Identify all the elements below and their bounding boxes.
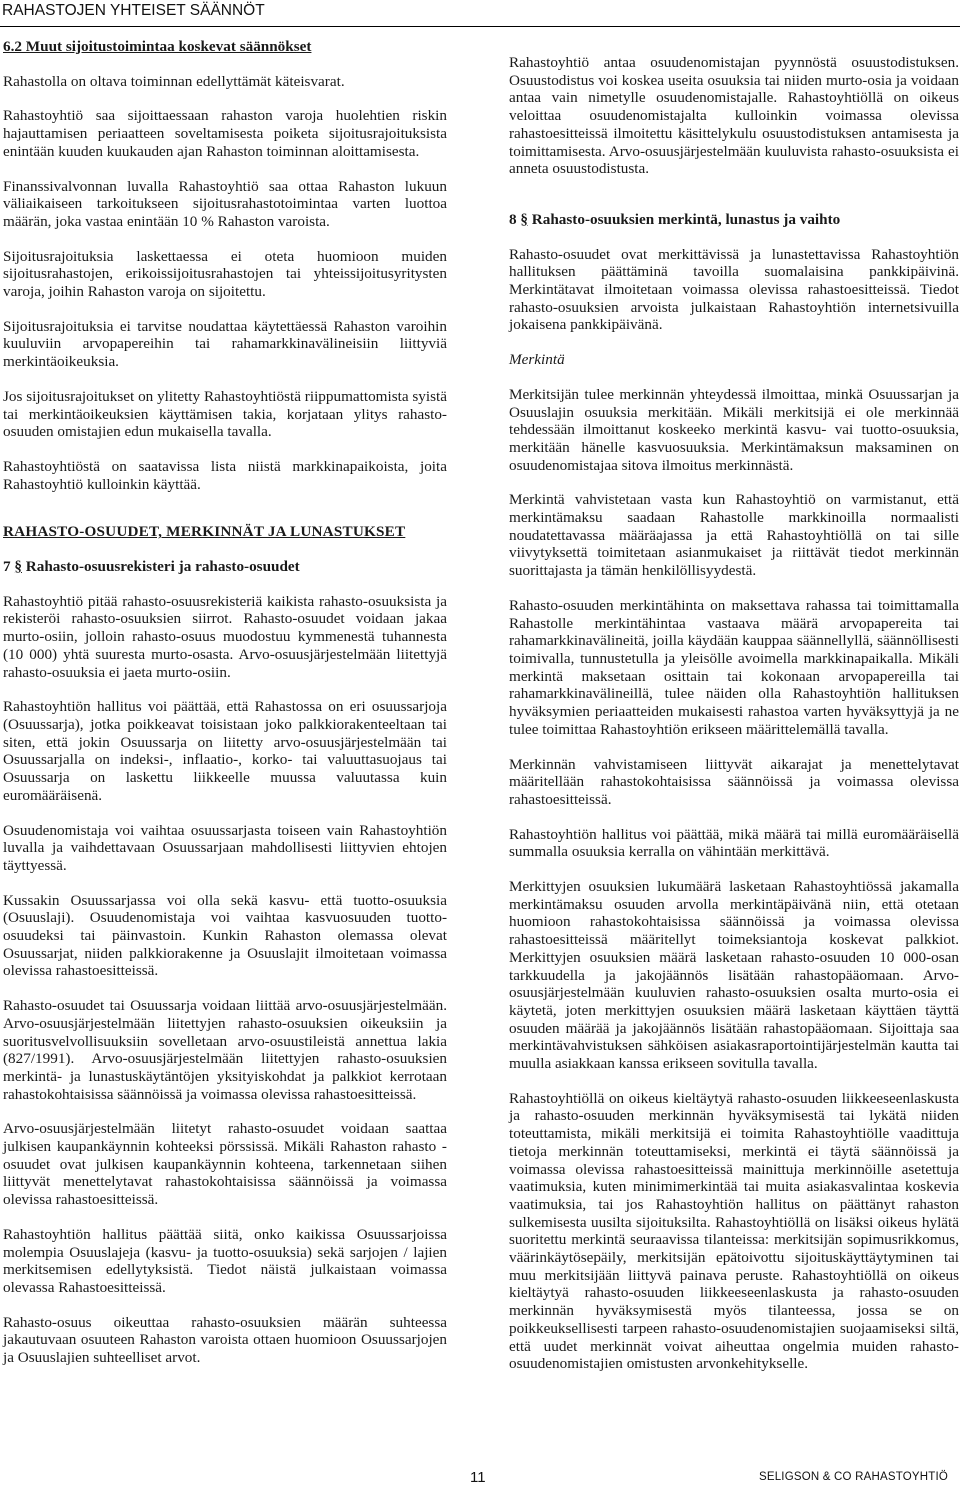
- header-title: RAHASTOJEN YHTEISET SÄÄNNÖT: [2, 2, 265, 19]
- paragraph: Rahastoyhtiö pitää rahasto-osuusrekisteriä kaikista rahasto-osuuksista ja rekisteröi rahasto-osuuksien siirrot. Rahasto-osuudet voidaan jakaa murto-osiin, jolloin rahasto-osuus muodostuu kymmenestä tuhannesta (10 000) yhtä suuresta murto-osasta. Arvo-osuusjärjestelmään liitettyjä rahasto-osuuksia ei jaeta murto-osiin.: [3, 592, 447, 681]
- section-heading-8: [509, 211, 959, 229]
- right-column: [509, 38, 959, 1373]
- paragraph: Rahastoyhtiön hallitus päättää siitä, onko kaikissa Osuussarjoissa molempia Osuuslajeja (kasvu- ja tuotto-osuuksia) sekä sarjojen / lajien merkitsemisen edellytyksistä. Tiedot näistä julkaistaan voimassa olevassa Rahastoesitteissä.: [3, 1225, 447, 1296]
- paragraph: Rahasto-osuus oikeuttaa rahasto-osuuksien määrän suhteessa jakautuvaan osuuteen Rahaston varoista ottaen huomioon Osuussarjojen ja Osuuslajien suhteelliset arvot.: [3, 1313, 447, 1367]
- paragraph: Rahastoyhtiöstä on saatavissa lista niistä markkinapaikoista, joita Rahastoyhtiö kulloinkin käyttää.: [3, 457, 447, 493]
- paragraph: Arvo-osuusjärjestelmään liitetyt rahasto-osuudet voidaan saattaa julkisen kaupankäynnin kohteeksi pörssissä. Mikäli Rahaston rahasto -osuudet ovat julkisen kaupankäynnin kohteena, tarkennetaan siihen liittyvät menettelytavat rahastokohtaisissa säännöissä ja voimassa olevissa rahastoesitteissä.: [3, 1120, 447, 1209]
- section-symbol: §: [520, 210, 528, 228]
- page-header: [0, 0, 960, 27]
- chapter-heading: RAHASTO-OSUUDET, MERKINNÄT JA LUNASTUKSET: [3, 523, 406, 541]
- left-column: [3, 38, 447, 1367]
- section-title: Rahasto-osuuksien merkintä, lunastus ja vaihto: [531, 210, 841, 228]
- paragraph: Rahasto-osuudet ovat merkittävissä ja lunastettavissa Rahastoyhtiön hallituksen päättäminä tavoilla suomalaisina pankkipäivinä. Merkintätavat ilmoitetaan voimassa olevissa rahastoesitteissä. Tiedot rahasto-osuuksien arvoista julkaistaan Rahastoyhtiön internetsivuilla jokaisena pankkipäivänä.: [509, 245, 959, 334]
- paragraph: Rahastoyhtiön hallitus voi päättää, että Rahastossa on eri osuussarjoja (Osuussarja), jotka poikkeavat toisistaan joko palkkiorakenteeltaan tai siten, että jokin Osuussarja on liitetty arvo-osuusjärjestelmään tai Osuussarjalla on indeksi-, inflaatio-, korko- tai valuuttasuojaus tai Osuussarja on laskettu liikkeelle muussa valuutassa kuin euromääräisenä.: [3, 698, 447, 804]
- section-symbol: §: [14, 558, 22, 576]
- paragraph: Finanssivalvonnan luvalla Rahastoyhtiö saa ottaa Rahaston lukuun väliaikaiseen tarkoitukseen sijoitusrahastotoimintaa varten luottoa määrän, joka vastaa enintään 10 % Rahaston varoista.: [3, 177, 447, 230]
- footer-company: SELIGSON & CO RAHASTOYHTIÖ: [758, 1471, 948, 1483]
- paragraph: Sijoitusrajoituksia ei tarvitse noudattaa käytettäessä Rahaston varoihin kuuluviin arvopapereihin tai rahamarkkinavälineisiin liittyviä merkintäoikeuksia.: [3, 317, 447, 371]
- paragraph: Jos sijoitusrajoitukset on ylitetty Rahastoyhtiöstä riippumattomista syistä tai merkintäoikeuksien käyttämisen takia, korjataan ylitys rahasto-osuuden omistajien edun mukaisella tavalla.: [3, 387, 447, 441]
- paragraph: Rahastoyhtiön hallitus voi päättää, mikä määrä tai millä euromääräisellä summalla osuuksia kerralla on vähintään merkittävä.: [509, 825, 959, 861]
- paragraph: Sijoitusrajoituksia laskettaessa ei oteta huomioon muiden sijoitusrahastojen, erikoissijoitusrahastojen tai yhteissijoitusyritysten varoja, joihin Rahaston varoja on sijoitettu.: [3, 247, 447, 301]
- section-number: 8: [509, 210, 517, 228]
- page-number: 11: [470, 1469, 486, 1486]
- section-number: 7: [3, 558, 11, 576]
- paragraph: Rahasto-osuudet tai Osuussarja voidaan liittää arvo-osuusjärjestelmään. Arvo-osuusjärjestelmään liitettyjen rahasto-osuuksien oikeuksiin ja suoritusvelvollisuuksiin sovelletaan arvo-osuustileistä annettua lakia (827/1991). Arvo-osuusjärjestelmään liitettyjen rahasto-osuuksien merkintä- ja lunastuskäytäntöjen yksityiskohdat ja palkkiot kerrotaan rahastokohtaisissa säännöissä ja voimassa olevissa rahastoesitteissä.: [3, 997, 447, 1103]
- subheading-merkinta: Merkintä: [509, 351, 565, 369]
- section-title: Rahasto-osuusrekisteri ja rahasto-osuudet: [25, 558, 300, 576]
- paragraph: Merkittyjen osuuksien lukumäärä lasketaan Rahastoyhtiössä jakamalla merkintämaksu osuuden arvolla merkintäpäivänä niin, että otetaan huomioon rahastokohtaisissa säännöissä ja voimassa olevissa rahastoesitteissä määritellyt toimeksiantoja koskevat palkkiot. Merkittyjen osuuksien määrä lasketaan rahasto-osuuden 10 000-osan tarkkuudella ja jakojäännös lisätään rahastopääomaan. Arvo-osuusjärjestelmään kuuluvien rahasto-osuuksien osalta murto-osia ei käytetä, joten merkittyjen osuuksien määrä lasketaan käyttäen täyttä osuuden määrää ja jakojäännös lisätään rahastopääomaan. Sijoittaja saa merkintävahvistuksen sähköisen asiakasraportointijärjestelmän kautta tai muulla asiakkaan kanssa erikseen sovitulla tavalla.: [509, 878, 959, 1073]
- paragraph: Merkitsijän tulee merkinnän yhteydessä ilmoittaa, minkä Osuussarjan ja Osuuslajin osuuksia merkitään. Mikäli merkitsijä ei ole merkinnää tehdessään ilmoittanut koskeeko merkintä kasvu- vai tuotto-osuuksia, merkitään hänelle kasvuosuuksia. Merkintämaksun maksaminen on osuudenomistajaa sitova ilmoitus merkinnästä.: [509, 385, 959, 474]
- paragraph: Kussakin Osuussarjassa voi olla sekä kasvu- että tuotto-osuuksia (Osuuslaji). Osuudenomistaja voi vaihtaa kasvuosuuden tuotto-osuudeksi tai päinvastoin. Kunkin Rahaston olemassa olevat Osuussarjat, niiden palkkiorakenne ja Osuuslajit ilmoitetaan voimassa olevissa rahastoesitteissä.: [3, 891, 447, 980]
- paragraph: Rahastoyhtiöllä on oikeus kieltäytyä rahasto-osuuden liikkeeseenlaskusta ja rahasto-osuuden merkinnän hyväksymisestä tai lykätä niiden toteuttamista, mikäli merkitsijä ei toimita Rahastoyhtiölle vaadittuja tietoja merkinnän toteuttamiseksi, merkintä ei täytä säännöissä ja voimassa olevissa rahastoesitteissä mainittuja merkinnöille asetettuja vaatimuksia, kuten minimimerkintää tai muita asiakasvalintaa koskevia vaatimuksia, tai jos Rahastoyhtiön hallitus on päättänyt rahaston sulkemisesta uusilta sijoituksilta. Rahastoyhtiöllä on lisäksi oikeus hylätä suoritettu merkintä seuraavissa tilanteissa: merkitsijän sopimusrikkomus, väärinkäytösepäily, merkitsijän epätoivottu sijoituskäyttäytyminen tai muu merkitsijään liittyvä painava peruste. Rahastoyhtiöllä on oikeus kieltäytyä rahasto-osuuden liikkeeseenlaskusta ja rahasto-osuuden merkinnän hyväksymisestä myös tilanteessa, jossa se on poikkeuksellisesti tarpeen rahasto-osuudenomistajien suojaamiseksi siltä, että uudet merkinnät voivat aiheuttaa ongelmia muiden rahasto-osuudenomistajien omistusten arvonkehitykselle.: [509, 1089, 959, 1373]
- paragraph: Merkinnän vahvistamiseen liittyvät aikarajat ja menettelytavat määritellään rahastokohtaisissa säännöissä ja voimassa olevissa rahastoesitteissä.: [509, 755, 959, 808]
- section-heading-6-2: 6.2 Muut sijoitustoimintaa koskevat säännökset: [3, 38, 312, 55]
- section-heading-7: [3, 558, 447, 576]
- paragraph: Osuudenomistaja voi vaihtaa osuussarjasta toiseen vain Rahastoyhtiön luvalla ja vaihdettavaan Osuussarjaan mahdollisesti liittyvien ehtojen täyttyessä.: [3, 821, 447, 874]
- paragraph: Rahastolla on oltava toiminnan edellyttämät käteisvarat.: [3, 72, 345, 90]
- paragraph: Rahastoyhtiö antaa osuudenomistajan pyynnöstä osuustodistuksen. Osuustodistus voi koskea useita osuuksia tai niiden murto-osia ja voidaan antaa vain nimetylle osuudenomistajalle. Rahastoyhtiöllä on oikeus veloittaa osuudenomistajalta kulloinkin voimassa olevissa rahastoesitteissä ilmoitettu käsittelykulu osuustodistuksen antamisesta ja toimittamisesta. Arvo-osuusjärjestelmään kuuluvista rahasto-osuuksista ei anneta osuustodistusta.: [509, 54, 959, 178]
- paragraph: Merkintä vahvistetaan vasta kun Rahastoyhtiö on varmistanut, että merkintämaksu saadaan Rahastolle markkinoilla normaalisti noudatettavassa määräajassa ja että Rahastoyhtiöllä on tai sille viivytyksettä toimitetaan asianmukaiset ja riittävät tiedot merkinnän suorittajasta ja tämän henkilöllisyydestä.: [509, 491, 959, 580]
- paragraph: Rahastoyhtiö saa sijoittaessaan rahaston varoja huolehtien riskin hajauttamisen periaatteen soveltamisesta poiketa sijoitusrajoituksista enintään kuuden kuukauden ajan Rahaston toiminnan aloittamisesta.: [3, 107, 447, 160]
- paragraph: Rahasto-osuuden merkintähinta on maksettava rahassa tai toimittamalla Rahastolle merkintähintaa vastaava määrä arvopapereita tai rahamarkkinavälineitä, joilla käydään kauppaa säännellyllä, säännöllisesti toimivalla, tunnustetulla ja yleisölle avoimella markkinapaikalla. Mikäli merkintä maksetaan osittain tai kokonaan arvopapereilla tai rahamarkkinavälineillä, tulee näiden olla Rahastoyhtiön hallituksen hyväksymien periaatteiden mukaisesti rahastoa varten hyväksyttyjä ja ne tulee toimittaa Rahastoyhtiön erikseen määrittelemällä tavalla.: [509, 596, 959, 738]
